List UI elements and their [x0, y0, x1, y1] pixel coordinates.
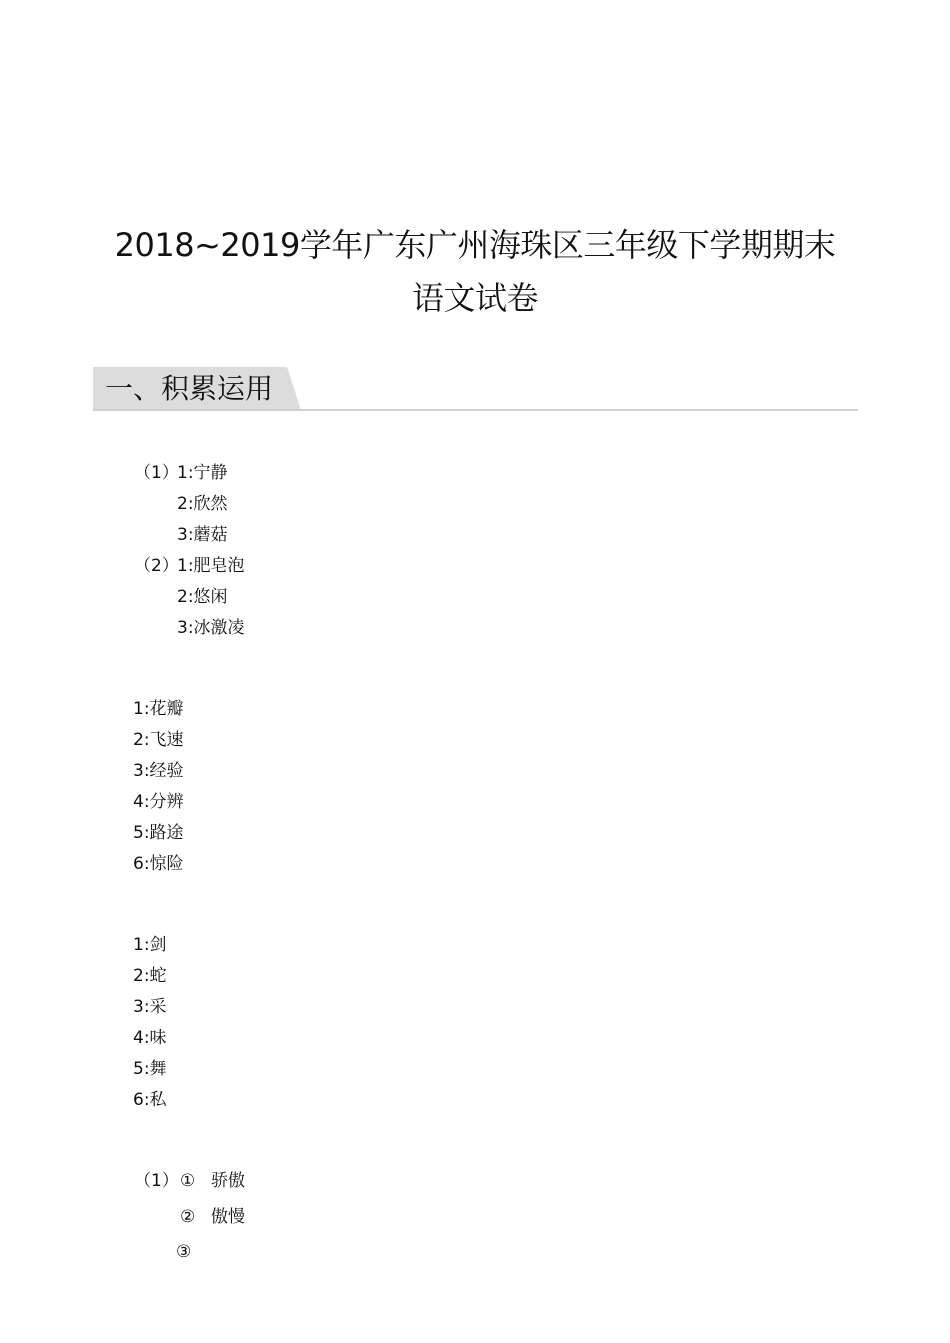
answer-item: 3:经验: [133, 761, 184, 781]
answer-item: 2:悠闲: [177, 587, 228, 607]
question-part-number: （1）: [134, 463, 179, 483]
answer-item: 2:飞速: [133, 730, 184, 750]
page-title-line-2: 语文试卷: [411, 279, 538, 317]
answer-item: 1:宁静: [177, 463, 228, 483]
answer-item: 1:花瓣: [133, 699, 184, 719]
answer-item: 傲慢: [211, 1207, 245, 1227]
answer-item: 4:分辨: [133, 792, 184, 812]
answer-item: 6:私: [133, 1090, 167, 1110]
question-part-number: （1）: [134, 1171, 179, 1191]
circled-number-marker: ①: [180, 1171, 196, 1191]
answer-item: 骄傲: [211, 1171, 245, 1191]
answer-item: 2:欣然: [177, 494, 228, 514]
section-divider: [93, 409, 858, 411]
answer-item: 3:采: [133, 997, 167, 1017]
answer-item: 4:味: [133, 1028, 167, 1048]
cut-off-marker: [176, 1240, 206, 1262]
answer-item: 6:惊险: [133, 854, 184, 874]
section-title: 一、积累运用: [105, 372, 274, 405]
answer-item: 1:肥皂泡: [177, 556, 245, 576]
answer-item: 3:冰激凌: [177, 618, 245, 638]
answer-item: 5:路途: [133, 823, 184, 843]
section-header: [93, 367, 858, 412]
circled-number-marker: ②: [180, 1207, 196, 1227]
answer-item: 2:蛇: [133, 966, 167, 986]
page-title-line-1: 2018~2019学年广东广州海珠区三年级下学期期末: [114, 226, 836, 264]
answer-item: 1:剑: [133, 935, 167, 955]
answer-item: 5:舞: [133, 1059, 167, 1079]
question-part-number: （2）: [134, 556, 179, 576]
answer-item: 3:蘑菇: [177, 525, 228, 545]
circled-number-marker: ③: [176, 1242, 192, 1262]
